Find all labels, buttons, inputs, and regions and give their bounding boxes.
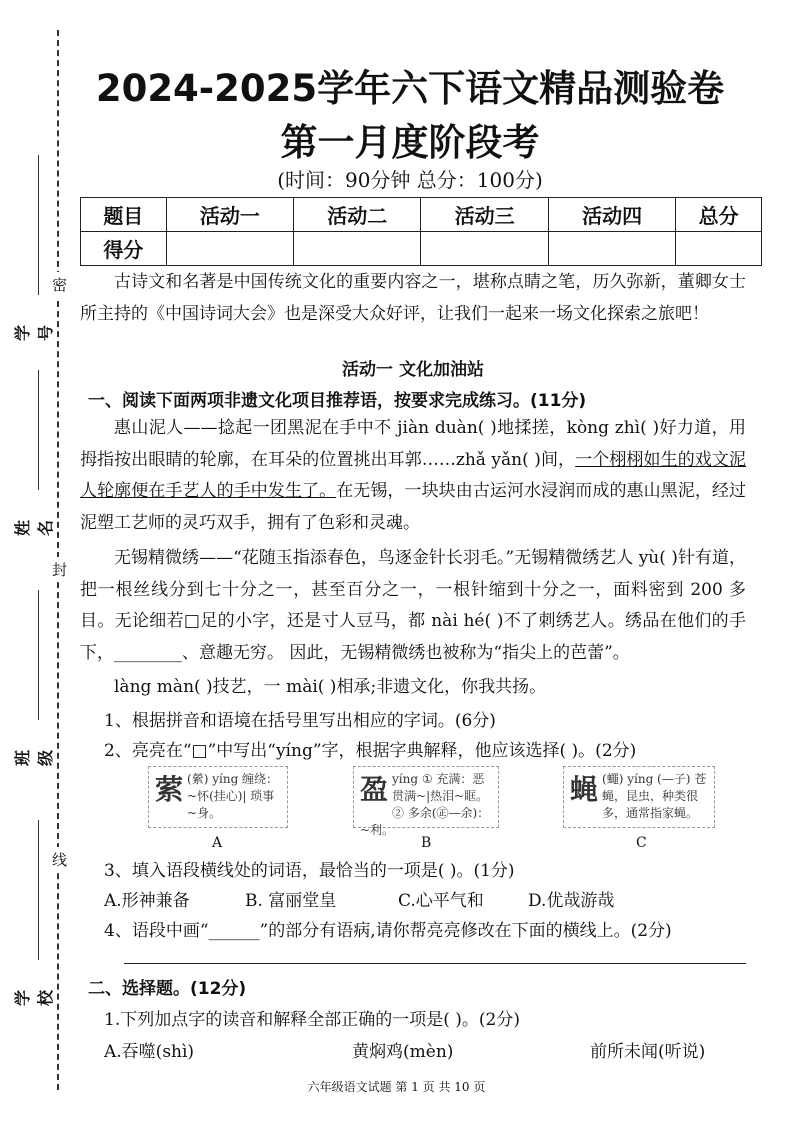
dict-char: 萦: [155, 773, 184, 806]
dict-trad: (縈): [187, 772, 209, 786]
exam-info: (时间：90分钟 总分：100分): [277, 168, 543, 192]
section2-heading: 二、选择题。(12分): [88, 979, 247, 999]
header-cell: 活动一: [166, 198, 293, 232]
school-label: 学校: [13, 980, 55, 1007]
q3-option-b: B. 富丽堂皇: [245, 891, 337, 911]
class-line: [38, 590, 39, 720]
dictionary-entry-a: [148, 766, 288, 828]
student-id-label: 学号: [13, 315, 55, 342]
score-cell[interactable]: [548, 232, 675, 266]
option-a-label: A: [212, 835, 223, 851]
header-cell: 活动四: [548, 198, 675, 232]
dict-text: yíng (—子) 苍蝇，昆虫，种类很多，通常指家蝇。: [602, 772, 707, 820]
name-label: 姓名: [13, 510, 55, 537]
class-label: 班级: [13, 740, 55, 767]
q3-option-c: C.心平气和: [398, 891, 484, 911]
dict-char: 盈: [360, 773, 389, 806]
passage-huishan: [80, 413, 746, 539]
s2-question-1: 1.下列加点字的读音和解释全部正确的一项是( )。(2分): [104, 1010, 520, 1030]
dictionary-entry-c: [563, 766, 715, 828]
seal-feng: 封: [52, 557, 67, 582]
student-id-line: [38, 155, 39, 295]
school-line: [38, 820, 39, 960]
title-line1: 2024-2025学年六下语文精品测验卷: [95, 67, 725, 110]
question-1: 1、根据拼音和语境在括号里写出相应的字词。(6分): [104, 711, 496, 731]
dict-text: yíng 缠绕：~怀(挂心)| 琐事~身。: [187, 772, 279, 820]
activity1-title: 活动一 文化加油站: [342, 360, 484, 380]
header-cell: 总分: [676, 198, 762, 232]
passage-text: 惠山泥人——捻起一团黑泥在手中不 jiàn duàn( )地揉搓，kòng zhì( )好力道，用拇指按出眼睛的轮廓，在耳朵的位置挑出耳郭……zhǎ yǎn( )间，: [80, 418, 746, 470]
header-cell: 活动三: [421, 198, 548, 232]
title-line2: 第一月度阶段考: [280, 121, 540, 164]
passage-text: 在无锡，一块块由古运河水浸润而成的惠山黑泥，经过泥塑工艺师的灵巧双手，拥有了色彩和灵魂。: [80, 481, 747, 533]
question-2: 2、亮亮在“□”中写出“yíng”字，根据字典解释，他应该选择( )。(2分): [104, 741, 637, 761]
question-4: 4、语段中画“______”的部分有语病,请你帮亮亮修改在下面的横线上。(2分): [104, 921, 672, 941]
s2q1-option-c: 前所未闻(听说): [590, 1042, 706, 1062]
option-b-label: B: [421, 835, 432, 851]
intro-paragraph: 古诗文和名著是中国传统文化的重要内容之一，堪称点睛之笔，历久弥新，董卿女士所主持的《中国诗词大会》也是深受大众好评，让我们一起来一场文化探索之旅吧！: [80, 272, 746, 324]
section1-heading: 一、阅读下面两项非遗文化项目推荐语，按要求完成练习。(11分): [88, 391, 587, 411]
s2q1-option-a: A.吞噬(shì): [104, 1042, 195, 1062]
name-line: [38, 370, 39, 490]
passage-closing: làng màn( )技艺，一 mài( )相承;非遗文化，你我共扬。: [114, 677, 547, 697]
page-footer: 六年级语文试题 第 1 页 共 10 页: [307, 1080, 486, 1094]
q3-option-a: A.形神兼备: [104, 891, 190, 911]
score-cell[interactable]: [294, 232, 421, 266]
dict-char: 蝇: [570, 773, 599, 806]
answer-line[interactable]: [124, 963, 746, 964]
dictionary-entry-b: [353, 766, 499, 837]
underlined-sentence: 一个栩栩如生的戏文泥人轮廓便在手艺人的手中发生了。: [80, 449, 746, 501]
seal-mi: 密: [52, 272, 67, 297]
score-cell[interactable]: [676, 232, 762, 266]
row-label: 得分: [81, 232, 167, 266]
header-cell: 题目: [81, 198, 167, 232]
q3-option-d: D.优哉游哉: [528, 891, 615, 911]
score-cell[interactable]: [421, 232, 548, 266]
score-cell[interactable]: [166, 232, 293, 266]
dict-text: yíng ① 充满：恶贯满~|热泪~眶。② 多余(㊣—余)：~利。: [360, 772, 490, 837]
passage-embroidery: 无锡精微绣——“花随玉指添春色，鸟逐金针长羽毛。”无锡精微绣艺人 yù( )针有道，把一根丝线分到七十分之一，甚至百分之一，一根针缩到十分之一，面料密到 200 多目。无论细若□足的小字，还是寸人豆马，都 nài hé( )不了刺绣艺人。绣品在他们的手下，________、意趣无穷。 因此，无锡精微绣也被称为“指尖上的芭蕾”。: [80, 548, 746, 663]
seal-xian: 线: [52, 847, 67, 872]
option-c-label: C: [636, 835, 647, 851]
s2q1-option-b: 黄焖鸡(mèn): [352, 1042, 454, 1062]
dict-trad: (蠅): [602, 772, 624, 786]
header-cell: 活动二: [294, 198, 421, 232]
question-3: 3、填入语段横线处的词语，最恰当的一项是( )。(1分): [104, 861, 515, 881]
score-table: [80, 197, 762, 266]
